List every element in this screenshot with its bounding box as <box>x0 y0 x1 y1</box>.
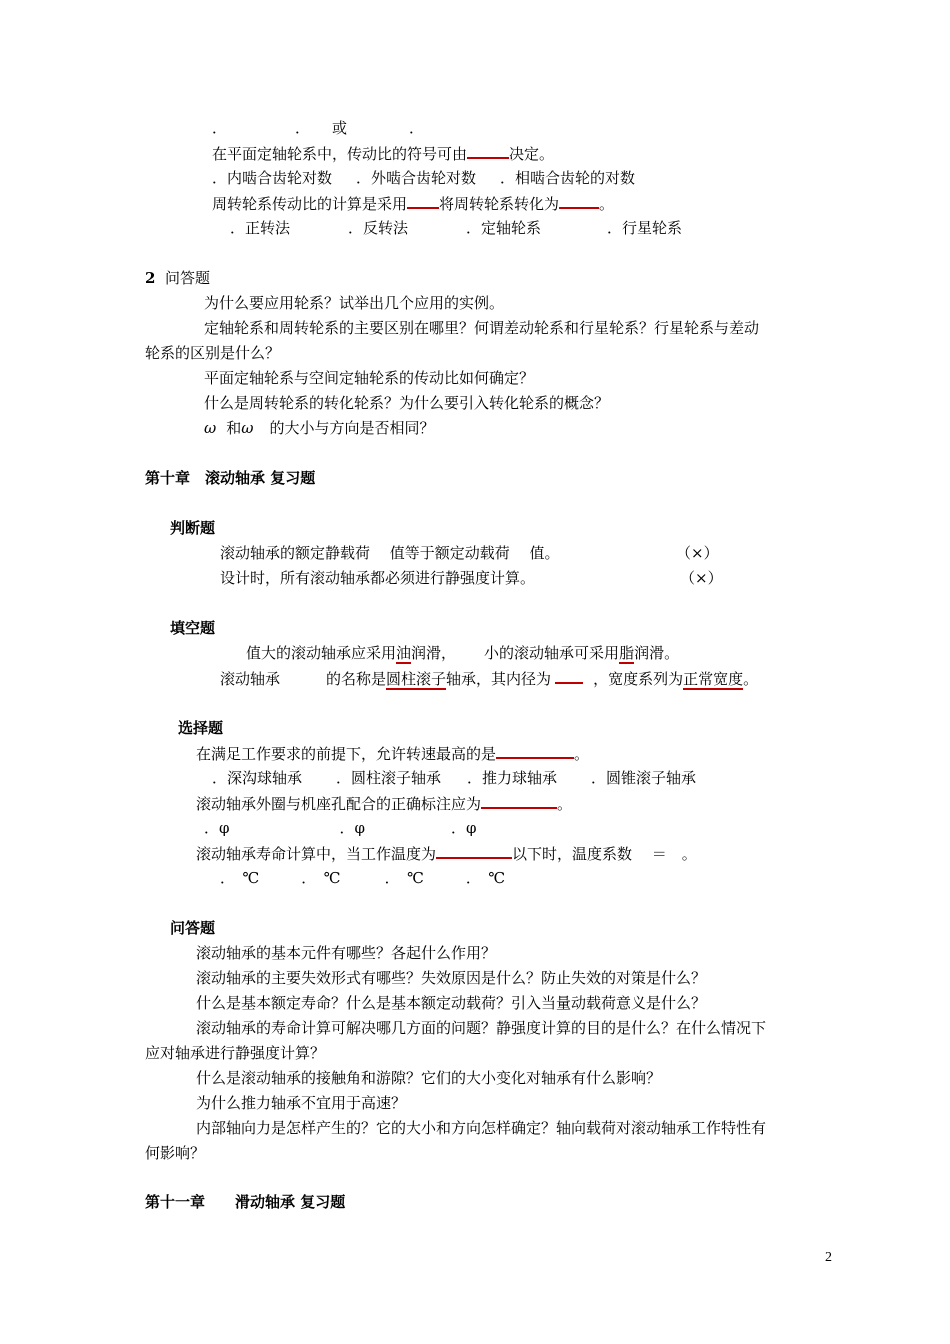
answer-blank <box>467 143 509 159</box>
question: 什么是基本额定寿命？什么是基本额定动载荷？引入当量动载荷意义是什么？ <box>196 994 707 1012</box>
question <box>196 793 572 814</box>
question-text: 滚动轴承的额定静载荷 值等于额定动载荷 值。 <box>220 544 560 562</box>
answer: 正常宽度 <box>683 670 744 688</box>
question: 滚动轴承的寿命计算可解决哪几方面的问题？静强度计算的目的是什么？在什么情况下 <box>196 1019 767 1037</box>
omega-symbol: ω <box>241 419 254 437</box>
option: ．φ <box>451 819 477 837</box>
question: 为什么要应用轮系？试举出几个应用的实例。 <box>204 294 505 312</box>
answer: 脂 <box>619 644 635 662</box>
question-text: 滚动轴承外圈与机座孔配合的正确标注应为 <box>196 795 482 813</box>
fill-item <box>246 643 679 663</box>
text: 润滑， <box>411 644 457 662</box>
option: ．内啮合齿轮对数 <box>212 169 333 187</box>
answer-blank <box>555 668 583 684</box>
question-text: 设计时，所有滚动轴承都必须进行静强度计算。 <box>220 569 536 587</box>
question <box>212 193 614 214</box>
section-title: 选择题 <box>178 719 224 737</box>
chapter-title: 第十一章 滑动轴承 复习题 <box>145 1193 346 1211</box>
text: ，宽度系列为 <box>593 670 684 688</box>
options-row <box>204 818 477 838</box>
question-text: 将周转轮系转化为 <box>439 195 560 213</box>
fill-item <box>220 668 758 689</box>
question-text: 。 <box>557 795 573 813</box>
option: ． <box>409 119 425 137</box>
text: 润滑。 <box>634 644 680 662</box>
option: ． ℃ <box>384 869 424 887</box>
section-title: 判断题 <box>170 519 216 537</box>
section-heading <box>145 268 210 288</box>
text: 轴承，其内径为 <box>446 670 552 688</box>
option: 或 <box>332 119 348 137</box>
options-row <box>230 218 682 238</box>
question-cont: 轮系的区别是什么？ <box>145 344 281 362</box>
question-cont: 何影响？ <box>145 1144 206 1162</box>
option: ．推力球轴承 <box>467 769 558 787</box>
option: ． ℃ <box>465 869 506 887</box>
options-row <box>220 868 505 888</box>
question-text: 在平面定轴轮系中，传动比的符号可由 <box>212 145 468 163</box>
question-text: 在满足工作要求的前提下，允许转速最高的是 <box>196 745 497 763</box>
question <box>196 743 589 764</box>
judge-item <box>220 543 560 563</box>
section-title: 问答题 <box>170 919 216 937</box>
question-cont: 应对轴承进行静强度计算？ <box>145 1044 326 1062</box>
question-text: 。 <box>574 745 590 763</box>
question: 定轴轮系和周转轮系的主要区别在哪里？何谓差动轮系和行星轮系？行星轮系与差动 <box>204 319 760 337</box>
option: ．φ <box>204 819 230 837</box>
option: ．外啮合齿轮对数 <box>356 169 477 187</box>
word: 和 <box>226 419 242 437</box>
judge-mark: （×） <box>680 569 723 587</box>
chapter-title: 第十章 滚动轴承 复习题 <box>145 469 316 487</box>
question <box>196 843 697 864</box>
text: 。 <box>743 670 759 688</box>
question-text: 决定。 <box>509 145 555 163</box>
answer-blank <box>559 193 599 209</box>
options-row <box>212 768 696 788</box>
question-text: 的大小与方向是否相同？ <box>269 419 435 437</box>
text: 值大的滚动轴承应采用 <box>246 644 397 662</box>
page-number: 2 <box>825 1250 832 1265</box>
option: ．圆锥滚子轴承 <box>591 769 697 787</box>
option: ．深沟球轴承 <box>212 769 303 787</box>
question-text: 周转轮系传动比的计算是采用 <box>212 195 408 213</box>
option: ．正转法 <box>230 219 291 237</box>
options-row <box>212 168 635 188</box>
option: ．圆柱滚子轴承 <box>336 769 442 787</box>
answer-blank <box>407 193 439 209</box>
answer-blank <box>496 743 574 759</box>
question-text: 滚动轴承寿命计算中，当工作温度为 <box>196 845 437 863</box>
answer-blank <box>481 793 557 809</box>
answer: 油 <box>396 644 412 662</box>
option: ．定轴轮系 <box>466 219 542 237</box>
question: 什么是滚动轴承的接触角和游隙？它们的大小变化对轴承有什么影响？ <box>196 1069 662 1087</box>
question <box>204 418 435 438</box>
question: 滚动轴承的基本元件有哪些？各起什么作用？ <box>196 944 497 962</box>
option: ． <box>295 119 311 137</box>
option: ．行星轮系 <box>607 219 683 237</box>
text: 小的滚动轴承可采用 <box>484 644 620 662</box>
omega-symbol: ω <box>204 419 217 437</box>
option: ．相啮合齿轮的对数 <box>500 169 636 187</box>
question: 什么是周转轮系的转化轮系？为什么要引入转化轮系的概念？ <box>204 394 610 412</box>
question-text: 以下时，温度系数 ＝ 。 <box>512 845 697 863</box>
section-number: 2 <box>145 269 156 287</box>
judge-item <box>220 568 535 588</box>
question: 为什么推力轴承不宜用于高速？ <box>196 1094 407 1112</box>
text: 滚动轴承 <box>220 670 281 688</box>
judge-mark: （×） <box>676 544 719 562</box>
options-row <box>212 118 424 138</box>
option: ． ℃ <box>301 869 341 887</box>
question <box>212 143 554 164</box>
option: ．φ <box>339 819 366 837</box>
answer: 圆柱滚子 <box>386 670 447 688</box>
option: ． <box>212 119 228 137</box>
option: ． ℃ <box>220 869 260 887</box>
text: 的名称是 <box>326 670 387 688</box>
section-title: 填空题 <box>170 619 216 637</box>
question-text: 。 <box>599 195 615 213</box>
answer-blank <box>436 843 512 859</box>
option: ．反转法 <box>348 219 409 237</box>
question: 平面定轴轮系与空间定轴轮系的传动比如何确定？ <box>204 369 535 387</box>
question: 滚动轴承的主要失效形式有哪些？失效原因是什么？防止失效的对策是什么？ <box>196 969 707 987</box>
question: 内部轴向力是怎样产生的？它的大小和方向怎样确定？轴向载荷对滚动轴承工作特性有 <box>196 1119 767 1137</box>
section-title: 问答题 <box>164 269 210 287</box>
